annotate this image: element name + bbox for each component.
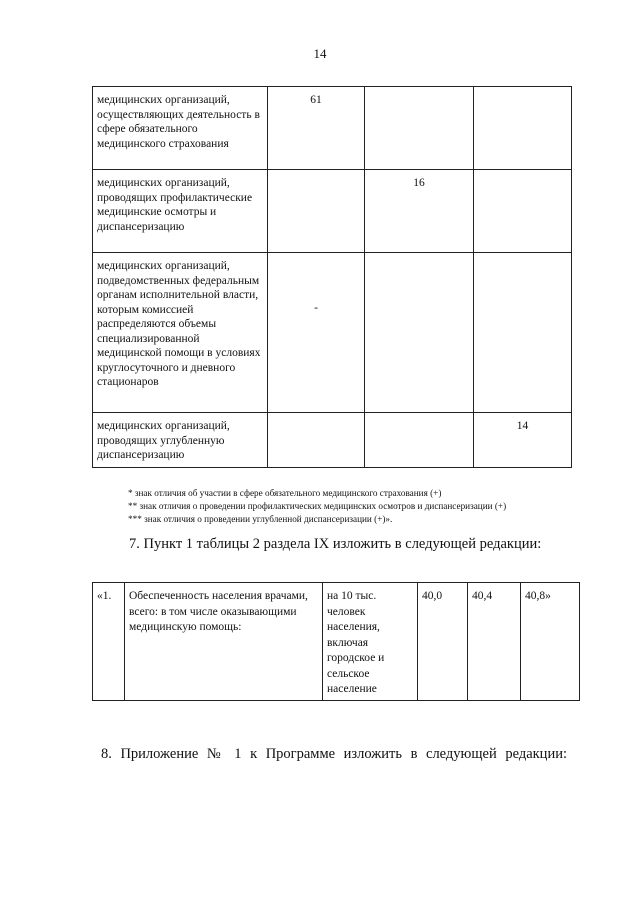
table-row: [93, 170, 572, 253]
footnote: ** знак отличия о проведении профилактических медицинских осмотров и диспансеризации (+): [128, 501, 507, 511]
cell-value: 16: [365, 170, 474, 253]
value-cell: 40,8»: [521, 583, 580, 701]
cell-value: [365, 87, 474, 170]
table-row: [93, 253, 572, 413]
cell-value: [365, 253, 474, 413]
organizations-table: [92, 86, 572, 468]
indicator-table: [92, 582, 580, 701]
cell-value: [474, 87, 572, 170]
value-cell: 40,4: [468, 583, 521, 701]
cell-value: 61: [268, 87, 365, 170]
cell-value: [474, 170, 572, 253]
paragraph-8: 8. Приложение № 1 к Программе изложить в следующей редакции:: [101, 746, 567, 762]
table-row: [93, 583, 580, 701]
indicator-name: Обеспеченность населения врачами, всего: в том числе оказывающими медицинскую помощь:: [125, 583, 323, 701]
row-label: медицинских организаций, проводящих углубленную диспансеризацию: [93, 413, 268, 468]
footnotes: [128, 487, 506, 526]
footnote: *** знак отличия о проведении углубленной диспансеризации (+)».: [128, 514, 393, 524]
row-label: медицинских организаций, проводящих профилактические медицинские осмотры и диспансеризацию: [93, 170, 268, 253]
unit-cell: на 10 тыс. человек населения, включая городское и сельское население: [323, 583, 418, 701]
footnote: * знак отличия об участии в сфере обязательного медицинского страхования (+): [128, 488, 442, 498]
table-row: [93, 87, 572, 170]
row-number: «1.: [93, 583, 125, 701]
cell-value: [268, 170, 365, 253]
cell-value: [268, 413, 365, 468]
cell-value: [365, 413, 474, 468]
paragraph-7: 7. Пункт 1 таблицы 2 раздела IX изложить в следующей редакции:: [129, 536, 542, 552]
row-label: медицинских организаций, осуществляющих деятельность в сфере обязательного медицинского страхования: [93, 87, 268, 170]
row-label: медицинских организаций, подведомственных федеральным органам исполнительной власти, которым комиссией распределяются объемы специализированной медицинской помощи в условиях круглосуточного и дневного стационаров: [93, 253, 268, 413]
value-cell: 40,0: [418, 583, 468, 701]
cell-value: 14: [474, 413, 572, 468]
table-row: [93, 413, 572, 468]
cell-value: -: [268, 253, 365, 413]
cell-value: [474, 253, 572, 413]
page-number: 14: [313, 46, 327, 61]
